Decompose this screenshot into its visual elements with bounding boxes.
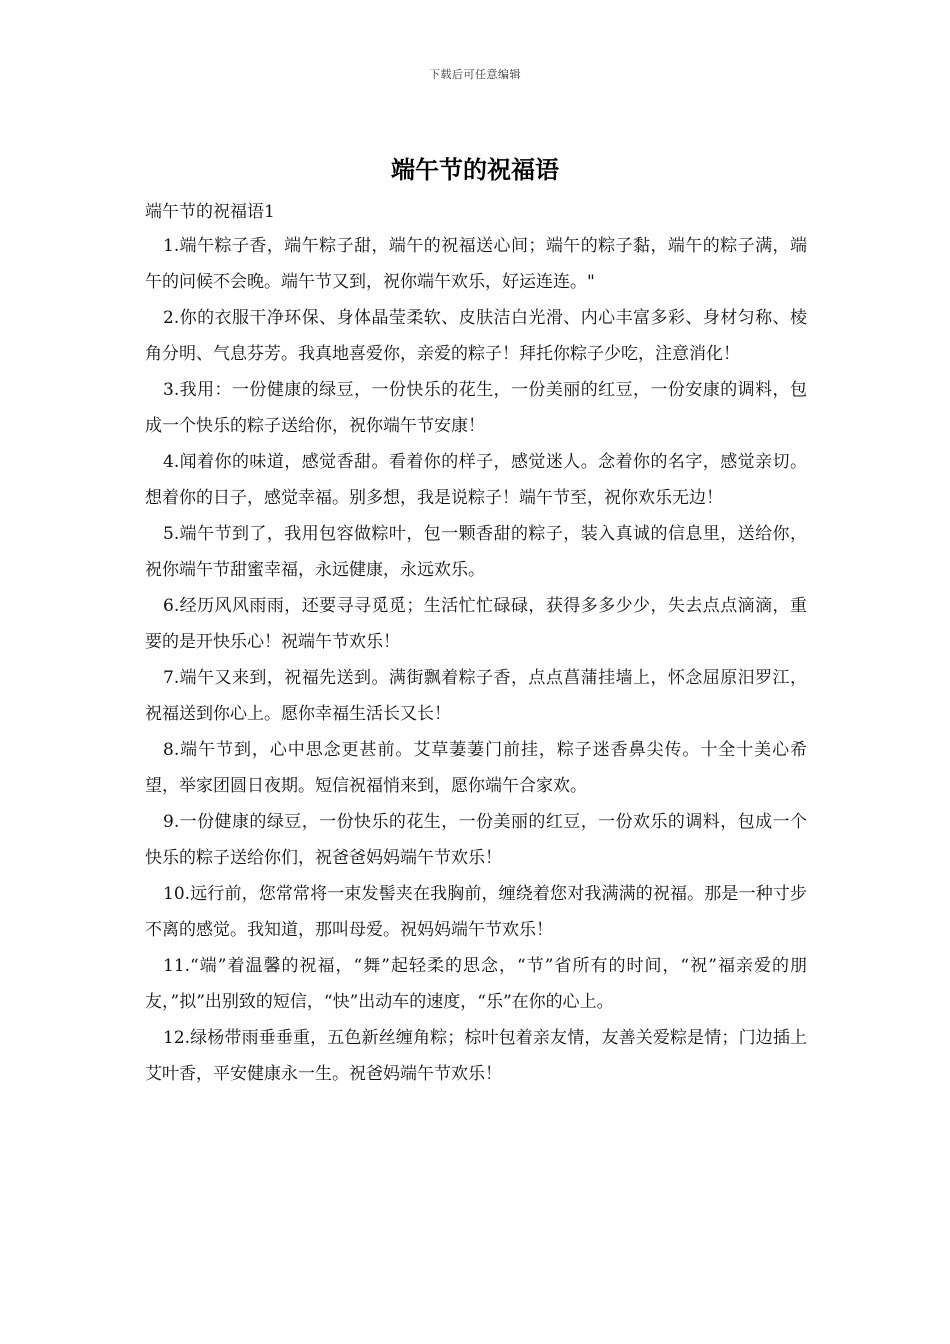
greeting-paragraph-12: 12.绿杨带雨垂垂重，五色新丝缠角粽；棕叶包着亲友情，友善关爱粽是情；门边插上艾叶香，平安健康永一生。祝爸妈端午节欢乐！ (145, 1028, 807, 1084)
greeting-paragraph-7: 7.端午又来到，祝福先送到。满街飘着粽子香，点点菖蒲挂墙上，怀念屈原汨罗江，祝福送到你心上。愿你幸福生活长又长！ (145, 668, 807, 724)
greeting-paragraph-11: 11.“端”着温馨的祝福，“舞”起轻柔的思念，“节”省所有的时间，“祝”福亲爱的朋友，”拟”出别致的短信，“快”出动车的速度，“乐”在你的心上。 (145, 956, 807, 1012)
greeting-paragraph-9: 9.一份健康的绿豆，一份快乐的花生，一份美丽的红豆，一份欢乐的调料，包成一个快乐的粽子送给你们，祝爸爸妈妈端午节欢乐！ (145, 812, 807, 868)
document-body (145, 197, 807, 1092)
greeting-paragraph-10: 10.远行前，您常常将一束发髻夹在我胸前，缠绕着您对我满满的祝福。那是一种寸步不离的感觉。我知道，那叫母爱。祝妈妈端午节欢乐！ (145, 884, 807, 940)
greeting-paragraph-5: 5.端午节到了，我用包容做粽叶，包一颗香甜的粽子，装入真诚的信息里，送给你，祝你端午节甜蜜幸福，永远健康，永远欢乐。 (145, 524, 807, 580)
greeting-paragraph-2: 2.你的衣服干净环保、身体晶莹柔软、皮肤洁白光滑、内心丰富多彩、身材匀称、棱角分明、气息芬芳。我真地喜爱你，亲爱的粽子！拜托你粽子少吃，注意消化！ (145, 308, 807, 364)
header-note: 下载后可任意编辑 (429, 68, 521, 81)
greeting-paragraph-6: 6.经历风风雨雨，还要寻寻觅觅；生活忙忙碌碌，获得多多少少，失去点点滴滴，重要的是开快乐心！祝端午节欢乐！ (145, 596, 807, 652)
document-title: 端午节的祝福语 (391, 155, 559, 184)
greeting-paragraph-3: 3.我用：一份健康的绿豆，一份快乐的花生，一份美丽的红豆，一份安康的调料，包成一个快乐的粽子送给你，祝你端午节安康！ (145, 380, 807, 436)
greeting-paragraph-1: 1.端午粽子香，端午粽子甜，端午的祝福送心间；端午的粽子黏，端午的粽子满，端午的问候不会晚。端午节又到，祝你端午欢乐，好运连连。" (145, 236, 807, 292)
section-subtitle: 端午节的祝福语1 (145, 202, 275, 222)
greeting-paragraph-4: 4.闻着你的味道，感觉香甜。看着你的样子，感觉迷人。念着你的名字，感觉亲切。想着你的日子，感觉幸福。别多想，我是说粽子！端午节至，祝你欢乐无边！ (145, 452, 807, 508)
greeting-paragraph-8: 8.端午节到，心中思念更甚前。艾草萋萋门前挂，粽子迷香鼻尖传。十全十美心希望，举家团圆日夜期。短信祝福悄来到，愿你端午合家欢。 (145, 740, 807, 796)
